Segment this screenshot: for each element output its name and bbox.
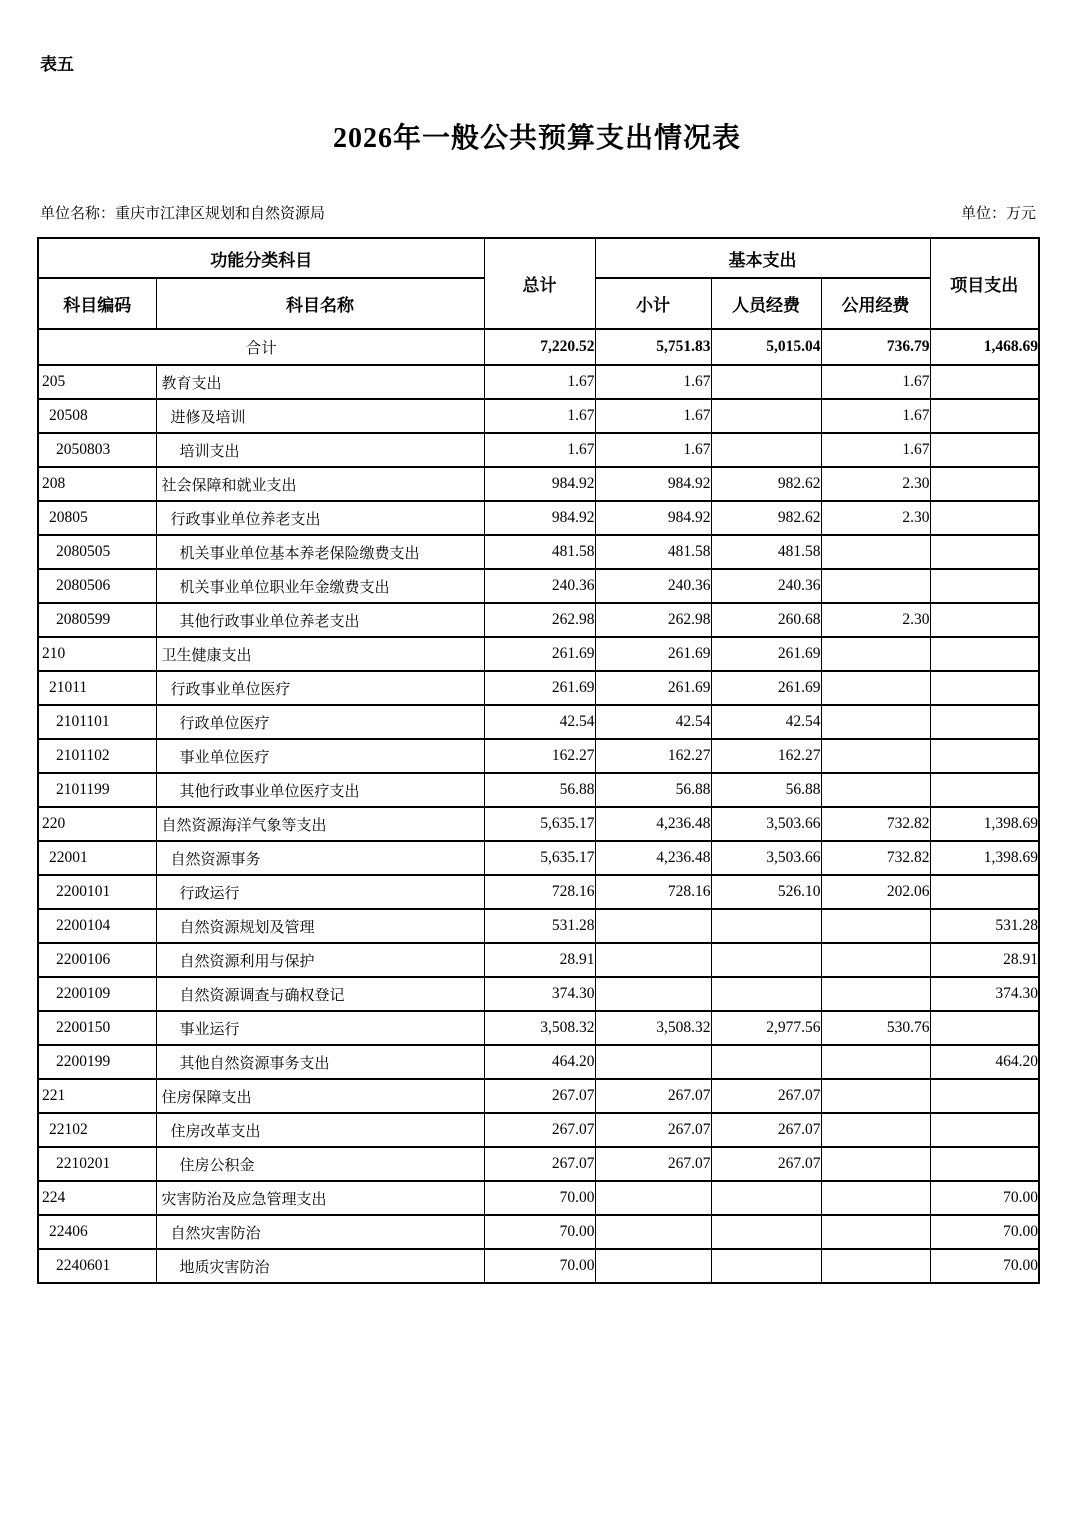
table-row bbox=[38, 807, 1039, 841]
cell-public-funds: 202.06 bbox=[821, 875, 930, 909]
cell-public-funds bbox=[821, 1113, 930, 1147]
cell-subject-code: 220 bbox=[38, 807, 156, 841]
cell-subject-name: 事业单位医疗 bbox=[156, 739, 484, 773]
col-header-subject-name: 科目名称 bbox=[156, 278, 484, 329]
cell-personnel-funds: 267.07 bbox=[711, 1079, 821, 1113]
cell-subject-name: 住房保障支出 bbox=[156, 1079, 484, 1113]
cell-subject-code: 21011 bbox=[38, 671, 156, 705]
cell-grand-total: 464.20 bbox=[484, 1045, 595, 1079]
cell-subject-code: 221 bbox=[38, 1079, 156, 1113]
cell-subject-name: 机关事业单位职业年金缴费支出 bbox=[156, 569, 484, 603]
cell-public-funds: 2.30 bbox=[821, 501, 930, 535]
table-row bbox=[38, 977, 1039, 1011]
cell-subject-code: 2101199 bbox=[38, 773, 156, 807]
cell-project-expenditure bbox=[930, 1113, 1039, 1147]
cell-project-expenditure bbox=[930, 501, 1039, 535]
cell-total-label: 合计 bbox=[38, 329, 484, 365]
cell-total-project: 1,468.69 bbox=[930, 329, 1039, 365]
cell-project-expenditure bbox=[930, 535, 1039, 569]
cell-basic-subtotal: 267.07 bbox=[595, 1147, 711, 1181]
cell-personnel-funds bbox=[711, 943, 821, 977]
cell-public-funds bbox=[821, 1147, 930, 1181]
table-row bbox=[38, 433, 1039, 467]
table-row bbox=[38, 943, 1039, 977]
cell-total-basic-subtotal: 5,751.83 bbox=[595, 329, 711, 365]
cell-subject-code: 22102 bbox=[38, 1113, 156, 1147]
cell-subject-code: 2200106 bbox=[38, 943, 156, 977]
cell-grand-total: 481.58 bbox=[484, 535, 595, 569]
table-row bbox=[38, 773, 1039, 807]
cell-grand-total: 3,508.32 bbox=[484, 1011, 595, 1045]
cell-basic-subtotal bbox=[595, 1249, 711, 1283]
cell-grand-total: 162.27 bbox=[484, 739, 595, 773]
cell-subject-name: 行政事业单位医疗 bbox=[156, 671, 484, 705]
cell-subject-name: 地质灾害防治 bbox=[156, 1249, 484, 1283]
table-row bbox=[38, 501, 1039, 535]
cell-grand-total: 1.67 bbox=[484, 433, 595, 467]
cell-project-expenditure bbox=[930, 1147, 1039, 1181]
table-row bbox=[38, 1147, 1039, 1181]
cell-grand-total: 70.00 bbox=[484, 1215, 595, 1249]
cell-project-expenditure bbox=[930, 365, 1039, 399]
cell-grand-total: 984.92 bbox=[484, 501, 595, 535]
cell-personnel-funds: 267.07 bbox=[711, 1147, 821, 1181]
table-row bbox=[38, 365, 1039, 399]
cell-subject-code: 224 bbox=[38, 1181, 156, 1215]
table-row bbox=[38, 671, 1039, 705]
cell-subject-name: 自然资源事务 bbox=[156, 841, 484, 875]
cell-basic-subtotal: 728.16 bbox=[595, 875, 711, 909]
cell-personnel-funds: 240.36 bbox=[711, 569, 821, 603]
cell-personnel-funds bbox=[711, 909, 821, 943]
table-row bbox=[38, 1249, 1039, 1283]
col-header-project-expenditure: 项目支出 bbox=[930, 238, 1039, 329]
cell-project-expenditure bbox=[930, 569, 1039, 603]
cell-grand-total: 267.07 bbox=[484, 1079, 595, 1113]
cell-grand-total: 5,635.17 bbox=[484, 807, 595, 841]
cell-subject-code: 20805 bbox=[38, 501, 156, 535]
cell-basic-subtotal bbox=[595, 1181, 711, 1215]
cell-public-funds bbox=[821, 705, 930, 739]
table-row bbox=[38, 1215, 1039, 1249]
cell-personnel-funds bbox=[711, 365, 821, 399]
cell-public-funds bbox=[821, 977, 930, 1011]
cell-subject-name: 自然资源规划及管理 bbox=[156, 909, 484, 943]
table-row bbox=[38, 1181, 1039, 1215]
cell-subject-name: 机关事业单位基本养老保险缴费支出 bbox=[156, 535, 484, 569]
table-row bbox=[38, 467, 1039, 501]
cell-subject-code: 2050803 bbox=[38, 433, 156, 467]
cell-public-funds bbox=[821, 1215, 930, 1249]
cell-subject-name: 社会保障和就业支出 bbox=[156, 467, 484, 501]
meta-row bbox=[40, 202, 1036, 223]
cell-personnel-funds bbox=[711, 1215, 821, 1249]
cell-public-funds bbox=[821, 1181, 930, 1215]
cell-personnel-funds: 982.62 bbox=[711, 467, 821, 501]
cell-subject-name: 灾害防治及应急管理支出 bbox=[156, 1181, 484, 1215]
cell-grand-total: 262.98 bbox=[484, 603, 595, 637]
cell-project-expenditure: 1,398.69 bbox=[930, 807, 1039, 841]
cell-grand-total: 56.88 bbox=[484, 773, 595, 807]
cell-project-expenditure bbox=[930, 1011, 1039, 1045]
cell-personnel-funds: 3,503.66 bbox=[711, 807, 821, 841]
col-header-basic-expenditure: 基本支出 bbox=[595, 238, 930, 278]
table-row bbox=[38, 569, 1039, 603]
cell-public-funds: 2.30 bbox=[821, 603, 930, 637]
cell-public-funds: 1.67 bbox=[821, 365, 930, 399]
table-row bbox=[38, 875, 1039, 909]
cell-personnel-funds: 481.58 bbox=[711, 535, 821, 569]
table-row bbox=[38, 841, 1039, 875]
cell-subject-code: 2200101 bbox=[38, 875, 156, 909]
cell-personnel-funds: 982.62 bbox=[711, 501, 821, 535]
cell-subject-code: 2080599 bbox=[38, 603, 156, 637]
cell-grand-total: 42.54 bbox=[484, 705, 595, 739]
cell-basic-subtotal: 262.98 bbox=[595, 603, 711, 637]
cell-basic-subtotal: 1.67 bbox=[595, 399, 711, 433]
cell-basic-subtotal: 240.36 bbox=[595, 569, 711, 603]
unit-name-label: 单位名称：重庆市江津区规划和自然资源局 bbox=[40, 206, 326, 222]
cell-grand-total: 5,635.17 bbox=[484, 841, 595, 875]
cell-public-funds bbox=[821, 773, 930, 807]
table-row bbox=[38, 535, 1039, 569]
cell-basic-subtotal bbox=[595, 1215, 711, 1249]
cell-basic-subtotal: 1.67 bbox=[595, 365, 711, 399]
cell-basic-subtotal: 42.54 bbox=[595, 705, 711, 739]
cell-subject-name: 自然资源利用与保护 bbox=[156, 943, 484, 977]
cell-personnel-funds: 267.07 bbox=[711, 1113, 821, 1147]
cell-subject-code: 2200150 bbox=[38, 1011, 156, 1045]
cell-subject-code: 2200109 bbox=[38, 977, 156, 1011]
col-header-grand-total: 总计 bbox=[484, 238, 595, 329]
cell-public-funds bbox=[821, 671, 930, 705]
cell-personnel-funds: 526.10 bbox=[711, 875, 821, 909]
cell-personnel-funds bbox=[711, 433, 821, 467]
cell-project-expenditure bbox=[930, 433, 1039, 467]
cell-total-grand: 7,220.52 bbox=[484, 329, 595, 365]
cell-grand-total: 531.28 bbox=[484, 909, 595, 943]
table-row bbox=[38, 637, 1039, 671]
cell-public-funds: 2.30 bbox=[821, 467, 930, 501]
col-header-subject-code: 科目编码 bbox=[38, 278, 156, 329]
cell-basic-subtotal: 481.58 bbox=[595, 535, 711, 569]
cell-subject-name: 培训支出 bbox=[156, 433, 484, 467]
cell-basic-subtotal bbox=[595, 909, 711, 943]
cell-project-expenditure: 28.91 bbox=[930, 943, 1039, 977]
cell-project-expenditure bbox=[930, 875, 1039, 909]
cell-total-public: 736.79 bbox=[821, 329, 930, 365]
cell-subject-code: 2240601 bbox=[38, 1249, 156, 1283]
header-row-1 bbox=[38, 238, 1039, 278]
cell-personnel-funds: 56.88 bbox=[711, 773, 821, 807]
cell-basic-subtotal: 4,236.48 bbox=[595, 807, 711, 841]
grand-total-row bbox=[38, 329, 1039, 365]
cell-public-funds: 732.82 bbox=[821, 807, 930, 841]
cell-basic-subtotal: 984.92 bbox=[595, 467, 711, 501]
cell-grand-total: 374.30 bbox=[484, 977, 595, 1011]
col-header-personnel-funds: 人员经费 bbox=[711, 278, 821, 329]
cell-personnel-funds bbox=[711, 977, 821, 1011]
cell-subject-code: 2210201 bbox=[38, 1147, 156, 1181]
table-row bbox=[38, 1079, 1039, 1113]
cell-subject-name: 其他自然资源事务支出 bbox=[156, 1045, 484, 1079]
cell-basic-subtotal: 3,508.32 bbox=[595, 1011, 711, 1045]
cell-public-funds bbox=[821, 1045, 930, 1079]
cell-grand-total: 984.92 bbox=[484, 467, 595, 501]
table-row bbox=[38, 1011, 1039, 1045]
cell-grand-total: 70.00 bbox=[484, 1181, 595, 1215]
col-header-functional-classification: 功能分类科目 bbox=[38, 238, 484, 278]
cell-public-funds: 530.76 bbox=[821, 1011, 930, 1045]
cell-personnel-funds: 261.69 bbox=[711, 671, 821, 705]
cell-personnel-funds bbox=[711, 1045, 821, 1079]
cell-project-expenditure bbox=[930, 671, 1039, 705]
cell-subject-name: 自然资源海洋气象等支出 bbox=[156, 807, 484, 841]
cell-subject-code: 2080505 bbox=[38, 535, 156, 569]
cell-project-expenditure: 374.30 bbox=[930, 977, 1039, 1011]
cell-subject-name: 住房改革支出 bbox=[156, 1113, 484, 1147]
cell-subject-code: 2200199 bbox=[38, 1045, 156, 1079]
budget-table bbox=[37, 237, 1040, 1284]
cell-public-funds bbox=[821, 943, 930, 977]
cell-grand-total: 261.69 bbox=[484, 637, 595, 671]
cell-subject-name: 住房公积金 bbox=[156, 1147, 484, 1181]
cell-basic-subtotal: 1.67 bbox=[595, 433, 711, 467]
cell-personnel-funds: 260.68 bbox=[711, 603, 821, 637]
cell-subject-code: 2101102 bbox=[38, 739, 156, 773]
cell-subject-code: 22001 bbox=[38, 841, 156, 875]
cell-grand-total: 70.00 bbox=[484, 1249, 595, 1283]
cell-subject-name: 其他行政事业单位医疗支出 bbox=[156, 773, 484, 807]
cell-grand-total: 267.07 bbox=[484, 1147, 595, 1181]
cell-subject-code: 2080506 bbox=[38, 569, 156, 603]
cell-grand-total: 728.16 bbox=[484, 875, 595, 909]
cell-grand-total: 1.67 bbox=[484, 399, 595, 433]
cell-subject-name: 自然资源调查与确权登记 bbox=[156, 977, 484, 1011]
cell-project-expenditure bbox=[930, 739, 1039, 773]
cell-total-personnel: 5,015.04 bbox=[711, 329, 821, 365]
cell-personnel-funds: 261.69 bbox=[711, 637, 821, 671]
cell-public-funds bbox=[821, 1249, 930, 1283]
cell-personnel-funds: 42.54 bbox=[711, 705, 821, 739]
cell-subject-code: 22406 bbox=[38, 1215, 156, 1249]
col-header-subtotal: 小计 bbox=[595, 278, 711, 329]
cell-public-funds bbox=[821, 637, 930, 671]
cell-project-expenditure: 531.28 bbox=[930, 909, 1039, 943]
cell-personnel-funds bbox=[711, 1249, 821, 1283]
cell-subject-name: 自然灾害防治 bbox=[156, 1215, 484, 1249]
cell-project-expenditure: 70.00 bbox=[930, 1181, 1039, 1215]
table-row bbox=[38, 603, 1039, 637]
page-title: 2026年一般公共预算支出情况表 bbox=[332, 123, 741, 154]
cell-subject-code: 210 bbox=[38, 637, 156, 671]
cell-project-expenditure bbox=[930, 467, 1039, 501]
table-row bbox=[38, 739, 1039, 773]
cell-basic-subtotal: 984.92 bbox=[595, 501, 711, 535]
cell-subject-name: 教育支出 bbox=[156, 365, 484, 399]
cell-basic-subtotal bbox=[595, 943, 711, 977]
cell-basic-subtotal: 267.07 bbox=[595, 1113, 711, 1147]
cell-basic-subtotal: 261.69 bbox=[595, 671, 711, 705]
cell-basic-subtotal: 56.88 bbox=[595, 773, 711, 807]
table-row bbox=[38, 1045, 1039, 1079]
cell-basic-subtotal: 267.07 bbox=[595, 1079, 711, 1113]
cell-subject-name: 其他行政事业单位养老支出 bbox=[156, 603, 484, 637]
cell-public-funds: 1.67 bbox=[821, 433, 930, 467]
cell-basic-subtotal: 261.69 bbox=[595, 637, 711, 671]
cell-project-expenditure: 1,398.69 bbox=[930, 841, 1039, 875]
cell-grand-total: 267.07 bbox=[484, 1113, 595, 1147]
col-header-public-funds: 公用经费 bbox=[821, 278, 930, 329]
table-row bbox=[38, 399, 1039, 433]
cell-subject-code: 2200104 bbox=[38, 909, 156, 943]
cell-subject-name: 卫生健康支出 bbox=[156, 637, 484, 671]
cell-public-funds bbox=[821, 1079, 930, 1113]
cell-subject-code: 205 bbox=[38, 365, 156, 399]
cell-public-funds bbox=[821, 535, 930, 569]
cell-basic-subtotal bbox=[595, 1045, 711, 1079]
cell-grand-total: 240.36 bbox=[484, 569, 595, 603]
cell-subject-name: 行政单位医疗 bbox=[156, 705, 484, 739]
cell-basic-subtotal: 162.27 bbox=[595, 739, 711, 773]
cell-project-expenditure bbox=[930, 1079, 1039, 1113]
cell-public-funds bbox=[821, 909, 930, 943]
cell-public-funds bbox=[821, 739, 930, 773]
cell-project-expenditure: 464.20 bbox=[930, 1045, 1039, 1079]
cell-personnel-funds bbox=[711, 1181, 821, 1215]
cell-project-expenditure bbox=[930, 399, 1039, 433]
cell-project-expenditure: 70.00 bbox=[930, 1249, 1039, 1283]
currency-unit-label: 单位：万元 bbox=[960, 206, 1036, 222]
table-row bbox=[38, 909, 1039, 943]
cell-project-expenditure bbox=[930, 603, 1039, 637]
cell-subject-code: 208 bbox=[38, 467, 156, 501]
cell-personnel-funds: 2,977.56 bbox=[711, 1011, 821, 1045]
cell-project-expenditure bbox=[930, 773, 1039, 807]
cell-grand-total: 261.69 bbox=[484, 671, 595, 705]
cell-project-expenditure: 70.00 bbox=[930, 1215, 1039, 1249]
table-number-label: 表五 bbox=[40, 55, 74, 74]
cell-project-expenditure bbox=[930, 637, 1039, 671]
cell-grand-total: 1.67 bbox=[484, 365, 595, 399]
cell-subject-name: 进修及培训 bbox=[156, 399, 484, 433]
cell-grand-total: 28.91 bbox=[484, 943, 595, 977]
cell-project-expenditure bbox=[930, 705, 1039, 739]
table-row bbox=[38, 1113, 1039, 1147]
cell-basic-subtotal: 4,236.48 bbox=[595, 841, 711, 875]
cell-subject-code: 20508 bbox=[38, 399, 156, 433]
cell-personnel-funds bbox=[711, 399, 821, 433]
cell-subject-name: 事业运行 bbox=[156, 1011, 484, 1045]
cell-public-funds bbox=[821, 569, 930, 603]
cell-subject-name: 行政事业单位养老支出 bbox=[156, 501, 484, 535]
cell-basic-subtotal bbox=[595, 977, 711, 1011]
cell-personnel-funds: 162.27 bbox=[711, 739, 821, 773]
cell-subject-name: 行政运行 bbox=[156, 875, 484, 909]
cell-personnel-funds: 3,503.66 bbox=[711, 841, 821, 875]
cell-public-funds: 1.67 bbox=[821, 399, 930, 433]
cell-subject-code: 2101101 bbox=[38, 705, 156, 739]
table-row bbox=[38, 705, 1039, 739]
cell-public-funds: 732.82 bbox=[821, 841, 930, 875]
